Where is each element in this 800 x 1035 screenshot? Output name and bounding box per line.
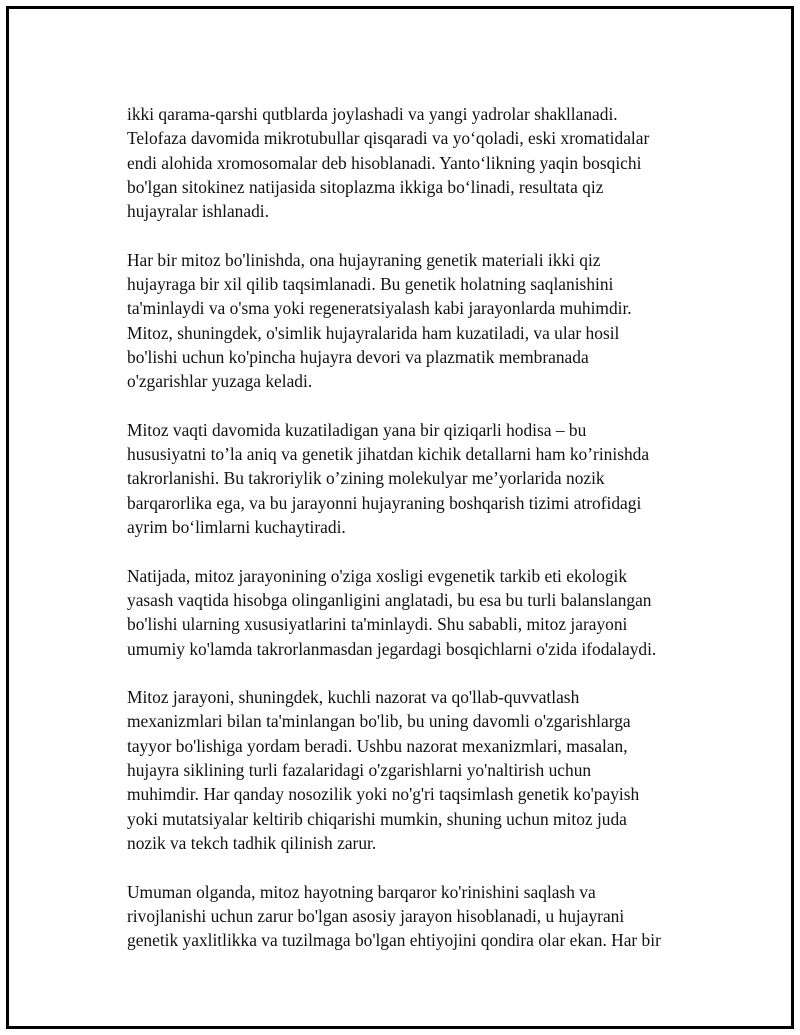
text-line: Umuman olganda, mitoz hayotning barqaror ko'rinishini saqlash va bbox=[127, 881, 596, 902]
paragraph-6 bbox=[127, 880, 712, 953]
text-line: Natijada, mitoz jarayonining o'ziga xosligi evgenetik tarkib eti ekologik bbox=[127, 565, 628, 586]
text-line: ikki qarama-qarshi qutblarda joylashadi va yangi yadrolar shakllanadi. bbox=[127, 104, 618, 124]
text-line: ayrim bo‘limlarni kuchaytiradi. bbox=[127, 517, 346, 538]
text-line: nozik va tekch tadhik qilinish zarur. bbox=[127, 832, 377, 853]
paragraph-4 bbox=[127, 564, 712, 661]
text-line: hujayralar ishlanadi. bbox=[127, 201, 269, 222]
text-line: takrorlanishi. Bu takroriylik o’zining molekulyar me’yorlarida nozik bbox=[127, 468, 605, 489]
text-line: hujayra siklining turli fazalaridagi o'zgarishlarni yo'naltirish uchun bbox=[127, 760, 592, 781]
text-line: Mitoz jarayoni, shuningdek, kuchli nazorat va qo'llab-quvvatlash bbox=[127, 687, 580, 708]
paragraph-1 bbox=[127, 102, 712, 223]
text-line: genetik yaxlitlikka va tuzilmaga bo'lgan ehtiyojini qondira olar ekan. Har bir bbox=[127, 930, 661, 951]
text-line: o'zgarishlar yuzaga keladi. bbox=[127, 371, 313, 392]
paragraph-3 bbox=[127, 418, 712, 539]
text-line: bo'lishi uchun ko'pincha hujayra devori va plazmatik membranada bbox=[127, 346, 589, 367]
text-line: yasash vaqtida hisobga olinganligini anglatadi, bu esa bu turli balanslangan bbox=[127, 589, 652, 610]
text-line: umumiy ko'lamda takrorlanmasdan jegardagi bosqichlarni o'zida ifodalaydi. bbox=[127, 638, 657, 659]
paragraph-2 bbox=[127, 248, 712, 394]
paragraph-5 bbox=[127, 685, 712, 855]
text-line: Mitoz, shuningdek, o'simlik hujayralarida ham kuzatiladi, va ular hosil bbox=[127, 322, 620, 343]
text-line: Har bir mitoz bo'linishda, ona hujayraning genetik materiali ikki qiz bbox=[127, 249, 601, 270]
text-line: Telofaza davomida mikrotubullar qisqaradi va yo‘qoladi, eski xromatidalar bbox=[127, 128, 650, 149]
text-line: muhimdir. Har qanday nosozilik yoki no'g'ri taqsimlash genetik ko'payish bbox=[127, 784, 640, 805]
text-line: rivojlanishi uchun zarur bo'lgan asosiy jarayon hisoblanadi, u hujayrani bbox=[127, 905, 625, 926]
text-line: hususiyatni to’la aniq va genetik jihatdan kichik detallarni ham ko’rinishda bbox=[127, 444, 650, 465]
text-line: hujayraga bir xil qilib taqsimlanadi. Bu genetik holatning saqlanishini bbox=[127, 274, 614, 295]
text-line: ta'minlaydi va o'sma yoki regeneratsiyalash kabi jarayonlarda muhimdir. bbox=[127, 298, 632, 319]
text-line: endi alohida xromosomalar deb hisoblanadi. Yanto‘likning yaqin bosqichi bbox=[127, 152, 642, 173]
text-line: mexanizmlari bilan ta'minlangan bo'lib, bu uning davomli o'zgarishlarga bbox=[127, 711, 631, 732]
text-line: bo'lgan sitokinez natijasida sitoplazma ikkiga bo‘linadi, resultata qiz bbox=[127, 176, 604, 197]
page-frame bbox=[6, 6, 794, 1029]
text-line: bo'lishi ularning xususiyatlarini ta'minlaydi. Shu sababli, mitoz jarayoni bbox=[127, 614, 628, 635]
text-line: tayyor bo'lishiga yordam beradi. Ushbu nazorat mexanizmlari, masalan, bbox=[127, 735, 628, 756]
text-line: barqarorlika ega, va bu jarayonni hujayraning boshqarish tizimi atrofidagi bbox=[127, 492, 642, 513]
document-body bbox=[127, 102, 712, 977]
text-line: Mitoz vaqti davomida kuzatiladigan yana bir qiziqarli hodisa – bu bbox=[127, 419, 587, 440]
text-line: yoki mutatsiyalar keltirib chiqarishi mumkin, shuning uchun mitoz juda bbox=[127, 808, 627, 829]
